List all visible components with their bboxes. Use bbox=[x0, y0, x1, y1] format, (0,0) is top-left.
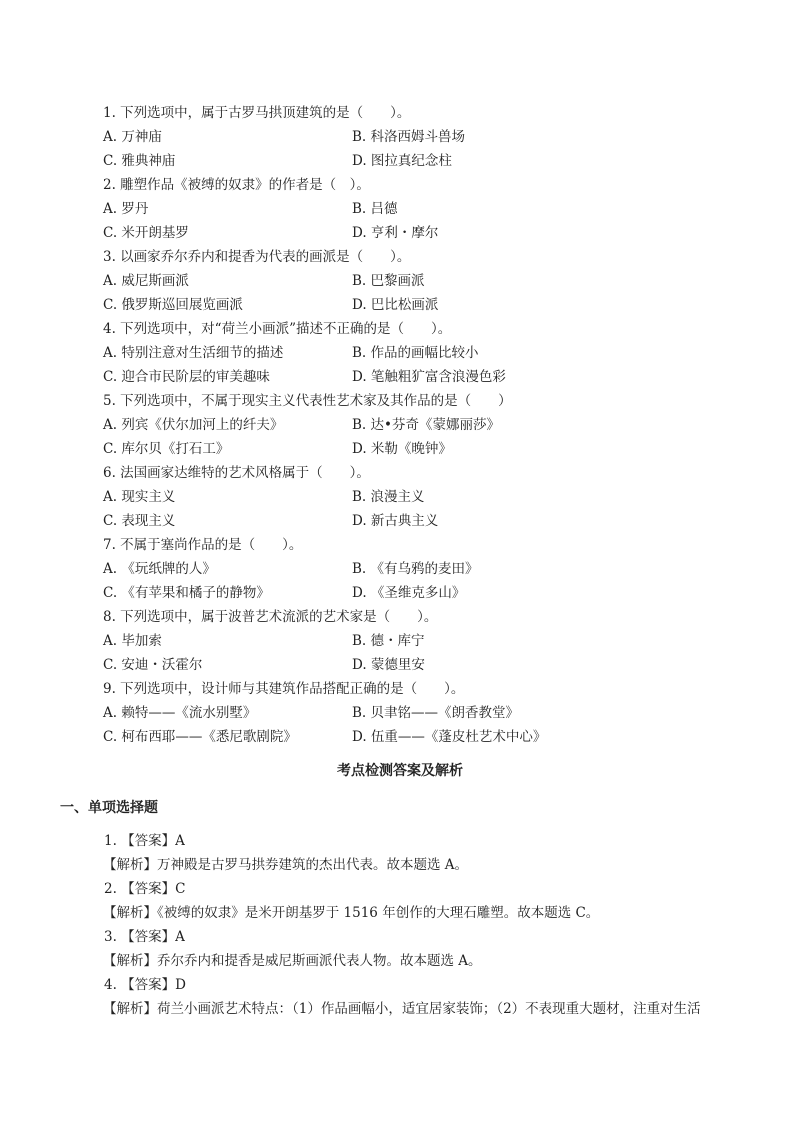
answer-section-title: 考点检测答案及解析 bbox=[337, 763, 463, 779]
option-label: A. 赖特——《流水别墅》 bbox=[103, 705, 257, 721]
option-label: A. 万神庙 bbox=[103, 129, 162, 145]
explanation-line: 【解析】《被缚的奴隶》是米开朗基罗于 1516 年创作的大理石雕塑。故本题选 C。 bbox=[103, 905, 600, 921]
option-label: A. 特别注意对生活细节的描述 bbox=[103, 345, 284, 361]
option-label: B. 浪漫主义 bbox=[352, 489, 425, 505]
answer-line: 1. 【答案】A bbox=[104, 833, 185, 849]
question-stem: 6. 法国画家达维特的艺术风格属于（ ）。 bbox=[103, 465, 370, 481]
option-label: A. 威尼斯画派 bbox=[103, 273, 189, 289]
question-stem: 9. 下列选项中，设计师与其建筑作品搭配正确的是（ ）。 bbox=[103, 681, 465, 697]
option-label: D. 亨利・摩尔 bbox=[352, 225, 439, 241]
option-label: D. 图拉真纪念柱 bbox=[352, 153, 452, 169]
question-stem: 3. 以画家乔尔乔内和提香为代表的画派是（ ）。 bbox=[103, 249, 411, 265]
question-stem: 1. 下列选项中，属于古罗马拱顶建筑的是（ ）。 bbox=[103, 105, 411, 121]
option-row bbox=[103, 485, 703, 509]
option-label: D. 《圣维克多山》 bbox=[352, 585, 466, 601]
option-row bbox=[103, 197, 703, 221]
option-row bbox=[103, 269, 703, 293]
option-row bbox=[103, 365, 703, 389]
option-label: B. 吕德 bbox=[352, 201, 398, 217]
question-stem: 5. 下列选项中，不属于现实主义代表性艺术家及其作品的是（ ） bbox=[103, 393, 512, 409]
answer-list bbox=[104, 829, 744, 1021]
option-label: D. 蒙德里安 bbox=[352, 657, 425, 673]
option-label: A. 现实主义 bbox=[103, 489, 176, 505]
option-label: C. 安迪・沃霍尔 bbox=[103, 657, 203, 673]
option-label: D. 笔触粗犷富含浪漫色彩 bbox=[352, 369, 506, 385]
option-row bbox=[103, 437, 703, 461]
option-label: C. 米开朗基罗 bbox=[103, 225, 189, 241]
option-label: B. 《有乌鸦的麦田》 bbox=[352, 561, 479, 577]
explanation-line: 【解析】乔尔乔内和提香是威尼斯画派代表人物。故本题选 A。 bbox=[103, 953, 482, 969]
option-label: A. 《玩纸牌的人》 bbox=[103, 561, 216, 577]
option-label: C. 雅典神庙 bbox=[103, 153, 176, 169]
question-stem: 4. 下列选项中，对“荷兰小画派”描述不正确的是（ ）。 bbox=[103, 321, 452, 337]
question-stem: 8. 下列选项中，属于波普艺术流派的艺术家是（ ）。 bbox=[103, 609, 438, 625]
option-row bbox=[103, 221, 703, 245]
option-label: B. 作品的画幅比较小 bbox=[352, 345, 479, 361]
option-label: C. 表现主义 bbox=[103, 513, 176, 529]
option-row bbox=[103, 125, 703, 149]
explanation-line: 【解析】荷兰小画派艺术特点：（1）作品画幅小，适宜居家装饰；（2）不表现重大题材，注重对生活 bbox=[103, 1001, 701, 1017]
option-row bbox=[103, 701, 703, 725]
option-label: B. 德・库宁 bbox=[352, 633, 425, 649]
option-row bbox=[103, 149, 703, 173]
option-label: B. 达•芬奇《蒙娜丽莎》 bbox=[352, 417, 500, 433]
option-label: A. 毕加索 bbox=[103, 633, 162, 649]
option-label: A. 罗丹 bbox=[103, 201, 149, 217]
option-label: C. 柯布西耶——《悉尼歌剧院》 bbox=[103, 729, 297, 745]
explanation-line: 【解析】万神殿是古罗马拱券建筑的杰出代表。故本题选 A。 bbox=[103, 857, 469, 873]
option-label: B. 巴黎画派 bbox=[352, 273, 425, 289]
answer-line: 3. 【答案】A bbox=[104, 929, 185, 945]
option-label: B. 贝聿铭——《朗香教堂》 bbox=[352, 705, 520, 721]
option-row bbox=[103, 629, 703, 653]
option-label: D. 米勒《晚钟》 bbox=[352, 441, 452, 457]
answer-line: 2. 【答案】C bbox=[104, 881, 186, 897]
option-label: C. 库尔贝《打石工》 bbox=[103, 441, 230, 457]
section-heading: 一、单项选择题 bbox=[60, 800, 158, 816]
option-row bbox=[103, 725, 703, 749]
option-label: D. 巴比松画派 bbox=[352, 297, 439, 313]
option-label: D. 伍重——《蓬皮杜艺术中心》 bbox=[352, 729, 547, 745]
option-label: D. 新古典主义 bbox=[352, 513, 439, 529]
option-label: A. 列宾《伏尔加河上的纤夫》 bbox=[103, 417, 284, 433]
option-row bbox=[103, 413, 703, 437]
option-label: C. 《有苹果和橘子的静物》 bbox=[103, 585, 270, 601]
question-stem: 2. 雕塑作品《被缚的奴隶》的作者是（ ）。 bbox=[103, 177, 370, 193]
option-label: C. 俄罗斯巡回展览画派 bbox=[103, 297, 243, 313]
option-label: C. 迎合市民阶层的审美趣味 bbox=[103, 369, 270, 385]
option-row bbox=[103, 341, 703, 365]
question-stem: 7. 不属于塞尚作品的是（ ）。 bbox=[103, 537, 303, 553]
option-row bbox=[103, 581, 703, 605]
option-row bbox=[103, 557, 703, 581]
question-list bbox=[103, 101, 703, 749]
option-label: B. 科洛西姆斗兽场 bbox=[352, 129, 466, 145]
option-row bbox=[103, 293, 703, 317]
answer-line: 4. 【答案】D bbox=[104, 977, 186, 993]
option-row bbox=[103, 653, 703, 677]
option-row bbox=[103, 509, 703, 533]
